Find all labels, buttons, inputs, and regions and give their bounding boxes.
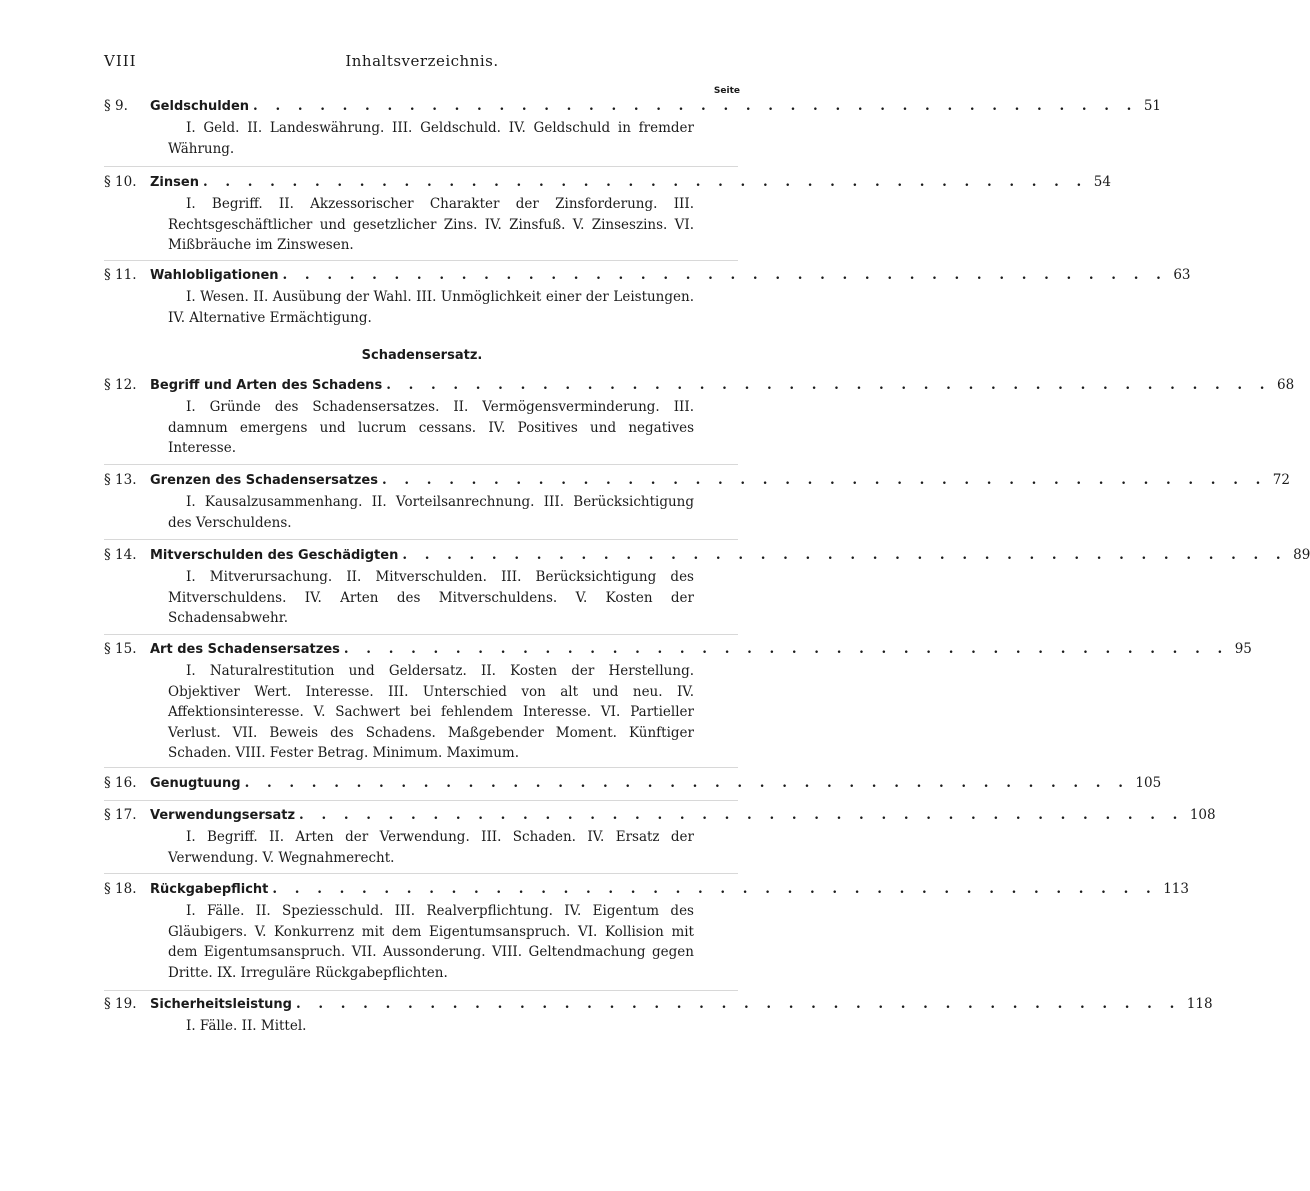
section-number: § 12. (104, 377, 137, 393)
separator (104, 260, 738, 261)
section-number: § 11. (104, 267, 137, 283)
separator (104, 634, 738, 635)
page-header (104, 52, 740, 72)
page-number: 108 (1189, 807, 1216, 823)
page-number: 72 (1272, 472, 1290, 488)
page-number: 118 (1186, 996, 1213, 1012)
entry-description: I. Wesen. II. Ausübung der Wahl. III. Unmöglichkeit einer der Leistungen. IV. Alternative Ermächtigung. (168, 289, 694, 326)
toc-entry[interactable] (104, 881, 1189, 983)
section-number: § 14. (104, 547, 137, 563)
toc-entry[interactable] (104, 98, 1162, 159)
separator (104, 800, 738, 801)
entry-title: Sicherheitsleistung (150, 997, 292, 1012)
page-number: 51 (1143, 98, 1162, 114)
page-number: 54 (1093, 174, 1111, 190)
toc-entry[interactable] (104, 174, 1111, 256)
separator (104, 539, 738, 540)
leader-dots: . . . . . . . . . . . . . . . . . . . . . . . . . . . . . . . . . . . . . . . . (202, 174, 1088, 190)
page-number: 105 (1135, 775, 1162, 791)
entry-title: Rückgabepflicht (150, 882, 269, 897)
separator (104, 873, 738, 874)
entry-title: Mitverschulden des Geschädigten (150, 548, 399, 563)
section-number: § 10. (104, 174, 137, 190)
entry-title: Zinsen (150, 175, 199, 190)
entry-description: I. Mitverursachung. II. Mitverschulden. III. Berücksichtigung des Mitverschuldens. IV. Arten des Mitverschuldens. V. Kosten der Schadensabwehr. (168, 569, 694, 626)
separator (104, 464, 738, 465)
section-number: § 13. (104, 472, 137, 488)
leader-dots: . . . . . . . . . . . . . . . . . . . . . . . . . . . . . . . . . . . . . . . . (343, 641, 1229, 657)
toc-entry[interactable] (104, 641, 1252, 764)
page-number: 63 (1173, 267, 1191, 283)
entry-description: I. Begriff. II. Akzessorischer Charakter der Zinsforderung. III. Rechtsgeschäftlicher und gesetzlicher Zins. IV. Zinsfuß. V. Zinseszins. VI. Mißbräuche im Zinswesen. (168, 196, 694, 253)
page-column-label: Seite (713, 86, 740, 96)
entry-title: Geldschulden (150, 99, 250, 114)
entry-title: Genugtuung (150, 776, 241, 791)
page-number: 68 (1276, 377, 1295, 393)
entry-description: I. Fälle. II. Speziesschuld. III. Realverpflichtung. IV. Eigentum des Gläubigers. V. Konkurrenz mit dem Eigentumsanspruch. VI. Kollision mit dem Eigentumsanspruch. VII. Aussonderung. VIII. Geltendmachung gegen Dritte. IX. Irreguläre Rückgabepflichten. (168, 903, 694, 981)
entry-description: I. Begriff. II. Arten der Verwendung. III. Schaden. IV. Ersatz der Verwendung. V. Wegnahmerecht. (168, 829, 694, 866)
leader-dots: . . . . . . . . . . . . . . . . . . . . . . . . . . . . . . . . . . . . . . . . (386, 377, 1271, 393)
page-number: 113 (1163, 881, 1189, 897)
section-number: § 18. (104, 881, 137, 897)
page-title: Inhaltsverzeichnis. (345, 52, 499, 70)
page-number: 89 (1293, 547, 1310, 563)
entry-description: I. Naturalrestitution und Geldersatz. II. Kosten der Herstellung. Objektiver Wert. Interesse. III. Unterschied von alt und neu. IV. Affektionsinteresse. V. Sachwert bei fehlendem Interesse. VI. Partieller Verlust. VII. Beweis des Schadens. Maßgebender Moment. Künftiger Schaden. VIII. Fester Betrag. Minimum. Maximum. (168, 663, 694, 761)
section-number: § 15. (104, 641, 137, 657)
section-heading: Schadensersatz. (361, 348, 483, 363)
leader-dots: . . . . . . . . . . . . . . . . . . . . . . . . . . . . . . . . . . . . . . . . (244, 775, 1130, 791)
toc-entry[interactable] (104, 267, 1191, 328)
leader-dots: . . . . . . . . . . . . . . . . . . . . . . . . . . . . . . . . . . . . . . . . (272, 881, 1158, 897)
toc-entry[interactable] (104, 807, 1216, 868)
entry-title: Grenzen des Schadensersatzes (150, 473, 378, 488)
entry-description: I. Kausalzusammenhang. II. Vorteilsanrechnung. III. Berücksichtigung des Verschuldens. (168, 494, 694, 531)
entry-title: Wahlobligationen (150, 268, 279, 283)
separator (104, 990, 738, 991)
section-number: § 16. (104, 775, 137, 791)
section-number: § 9. (104, 98, 128, 114)
entry-description: I. Geld. II. Landeswährung. III. Geldschuld. IV. Geldschuld in fremder Währung. (168, 120, 694, 157)
toc-entry[interactable] (104, 472, 1290, 533)
toc-entry[interactable] (104, 377, 1295, 459)
separator (104, 166, 738, 167)
section-number: § 17. (104, 807, 137, 823)
leader-dots: . . . . . . . . . . . . . . . . . . . . . . . . . . . . . . . . . . . . . . . . (282, 267, 1168, 283)
toc-entry[interactable] (104, 547, 1310, 629)
entry-description: I. Fälle. II. Mittel. (186, 1018, 307, 1034)
entry-title: Verwendungsersatz (150, 808, 296, 823)
leader-dots: . . . . . . . . . . . . . . . . . . . . . . . . . . . . . . . . . . . . . . . . (295, 996, 1181, 1012)
leader-dots: . . . . . . . . . . . . . . . . . . . . . . . . . . . . . . . . . . . . . . . . (382, 472, 1267, 488)
leader-dots: . . . . . . . . . . . . . . . . . . . . . . . . . . . . . . . . . . . . . . . . (253, 98, 1138, 114)
page-number-roman: VIII (104, 52, 137, 70)
section-number: § 19. (104, 996, 137, 1012)
toc-entry[interactable] (104, 996, 1213, 1037)
entry-title: Art des Schadensersatzes (150, 642, 340, 657)
toc-entry[interactable] (104, 775, 1162, 795)
entry-title: Begriff und Arten des Schadens (150, 378, 383, 393)
page-number: 95 (1234, 641, 1252, 657)
leader-dots: . . . . . . . . . . . . . . . . . . . . . . . . . . . . . . . . . . . . . . . . (299, 807, 1184, 823)
separator (104, 767, 738, 768)
entry-description: I. Gründe des Schadensersatzes. II. Vermögensverminderung. III. damnum emergens und lucrum cessans. IV. Positives und negatives Interesse. (168, 399, 694, 456)
leader-dots: . . . . . . . . . . . . . . . . . . . . . . . . . . . . . . . . . . . . . . . . (402, 547, 1288, 563)
